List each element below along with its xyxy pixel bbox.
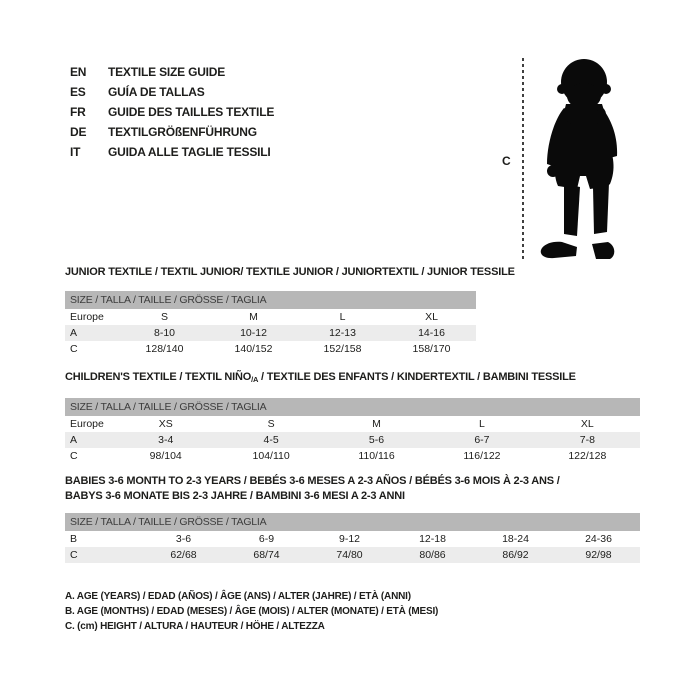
age-cell: 3-4 — [158, 434, 174, 446]
baby-figure — [495, 50, 660, 270]
height-cell: 152/158 — [323, 343, 362, 355]
junior-size-table — [65, 266, 515, 357]
height-cell: 74/80 — [336, 549, 363, 561]
row-label: A — [70, 434, 78, 446]
table-row-europe — [65, 416, 640, 432]
language-row-it — [70, 142, 274, 162]
age-cell: 8-10 — [153, 327, 175, 339]
months-cell: 18-24 — [502, 533, 529, 545]
language-row-en — [70, 62, 274, 82]
months-cell: 9-12 — [338, 533, 360, 545]
row-label: B — [70, 533, 78, 545]
size-cell: S — [160, 311, 168, 323]
babies-table-title — [65, 474, 640, 504]
size-cell: S — [267, 418, 275, 430]
months-cell: 12-18 — [419, 533, 446, 545]
size-header-bar: SIZE / TALLA / TAILLE / GRÖSSE / TAGLIA — [65, 291, 476, 309]
age-cell: 7-8 — [579, 434, 595, 446]
months-cell: 24-36 — [585, 533, 612, 545]
note-age-months: B. AGE (MONTHS) / EDAD (MESES) / ÂGE (MOIS) / ALTER (MONATE) / ETÀ (MESI) — [65, 606, 439, 617]
row-label: C — [70, 549, 78, 561]
baby-silhouette-icon — [530, 56, 626, 260]
title-line-1: BABIES 3-6 MONTH TO 2-3 YEARS / BEBÉS 3-6 MESES A 2-3 AÑOS / BÉBÉS 3-6 MOIS À 2-3 ANS / — [65, 475, 560, 487]
row-label: Europe — [70, 311, 104, 323]
size-cell: M — [249, 311, 258, 323]
language-code: DE — [70, 125, 87, 139]
language-label: GUIDA ALLE TAGLIE TESSILI — [108, 145, 271, 159]
title-part: CHILDREN'S TEXTILE / TEXTIL NIÑO — [65, 371, 252, 383]
size-cell: XL — [580, 418, 594, 430]
size-cell: M — [372, 418, 381, 430]
note-age-years: A. AGE (YEARS) / EDAD (AÑOS) / ÂGE (ANS) / ALTER (JAHRE) / ETÀ (ANNI) — [65, 591, 411, 602]
language-code: IT — [70, 145, 81, 159]
language-list — [70, 62, 274, 162]
height-cell: 110/116 — [358, 450, 395, 462]
language-label: TEXTILE SIZE GUIDE — [108, 65, 226, 79]
height-cell: 128/140 — [145, 343, 184, 355]
row-label: C — [70, 343, 78, 355]
height-cell: 140/152 — [234, 343, 273, 355]
size-header-bar: SIZE / TALLA / TAILLE / GRÖSSE / TAGLIA — [65, 398, 640, 416]
age-cell: 12-13 — [329, 327, 356, 339]
months-cell: 3-6 — [175, 533, 192, 545]
language-code: FR — [70, 105, 86, 119]
row-label: A — [70, 327, 78, 339]
size-cell: XS — [158, 418, 173, 430]
size-cell: XL — [425, 311, 438, 323]
height-cell: 158/170 — [412, 343, 451, 355]
height-cell: 68/74 — [253, 549, 280, 561]
language-label: GUÍA DE TALLAS — [108, 85, 205, 99]
language-label: TEXTILGRÖßENFÜHRUNG — [108, 125, 257, 139]
table-row-height — [65, 547, 640, 563]
language-row-de — [70, 122, 274, 142]
note-height-cm: C. (cm) HEIGHT / ALTURA / HAUTEUR / HÖHE / ALTEZZA — [65, 621, 325, 632]
age-cell: 6-7 — [474, 434, 490, 446]
months-cell: 6-9 — [258, 533, 275, 545]
age-cell: 10-12 — [240, 327, 267, 339]
row-label: Europe — [70, 418, 104, 430]
junior-table-title: JUNIOR TEXTILE / TEXTIL JUNIOR/ TEXTILE JUNIOR / JUNIORTEXTIL / JUNIOR TESSILE — [65, 266, 515, 278]
height-dashed-line — [522, 58, 524, 260]
size-cell: L — [479, 418, 485, 430]
height-cell: 116/122 — [463, 450, 501, 462]
height-cell: 86/92 — [502, 549, 529, 561]
height-cell: 92/98 — [585, 549, 612, 561]
age-cell: 14-16 — [418, 327, 445, 339]
height-cell: 104/110 — [252, 450, 290, 462]
title-subscript: /A — [251, 375, 259, 384]
table-row-height — [65, 341, 476, 357]
size-header-bar: SIZE / TALLA / TAILLE / GRÖSSE / TAGLIA — [65, 513, 640, 531]
table-row-months — [65, 531, 640, 547]
table-row-age — [65, 432, 640, 448]
title-part: / TEXTILE DES ENFANTS / KINDERTEXTIL / BAMBINI TESSILE — [258, 371, 576, 383]
title-line-2: BABYS 3-6 MONATE BIS 2-3 JAHRE / BAMBINI 3-6 MESI A 2-3 ANNI — [65, 490, 405, 502]
language-row-fr — [70, 102, 274, 122]
children-table-title — [65, 371, 640, 386]
language-code: ES — [70, 85, 86, 99]
height-cell: 98/104 — [149, 450, 182, 462]
legend-notes — [65, 589, 438, 634]
table-row-age — [65, 325, 476, 341]
language-row-es — [70, 82, 274, 102]
children-size-table — [65, 371, 640, 464]
height-cell: 80/86 — [419, 549, 446, 561]
row-label: C — [70, 450, 78, 462]
table-row-height — [65, 448, 640, 464]
height-cell: 122/128 — [568, 450, 607, 462]
height-cell: 62/68 — [170, 549, 197, 561]
language-label: GUIDE DES TAILLES TEXTILE — [108, 105, 275, 119]
age-cell: 5-6 — [368, 434, 385, 446]
height-measure-label: C — [502, 154, 511, 168]
language-code: EN — [70, 65, 87, 79]
age-cell: 4-5 — [263, 434, 279, 446]
size-cell: L — [339, 311, 346, 323]
babies-size-table — [65, 474, 640, 563]
table-row-europe — [65, 309, 476, 325]
